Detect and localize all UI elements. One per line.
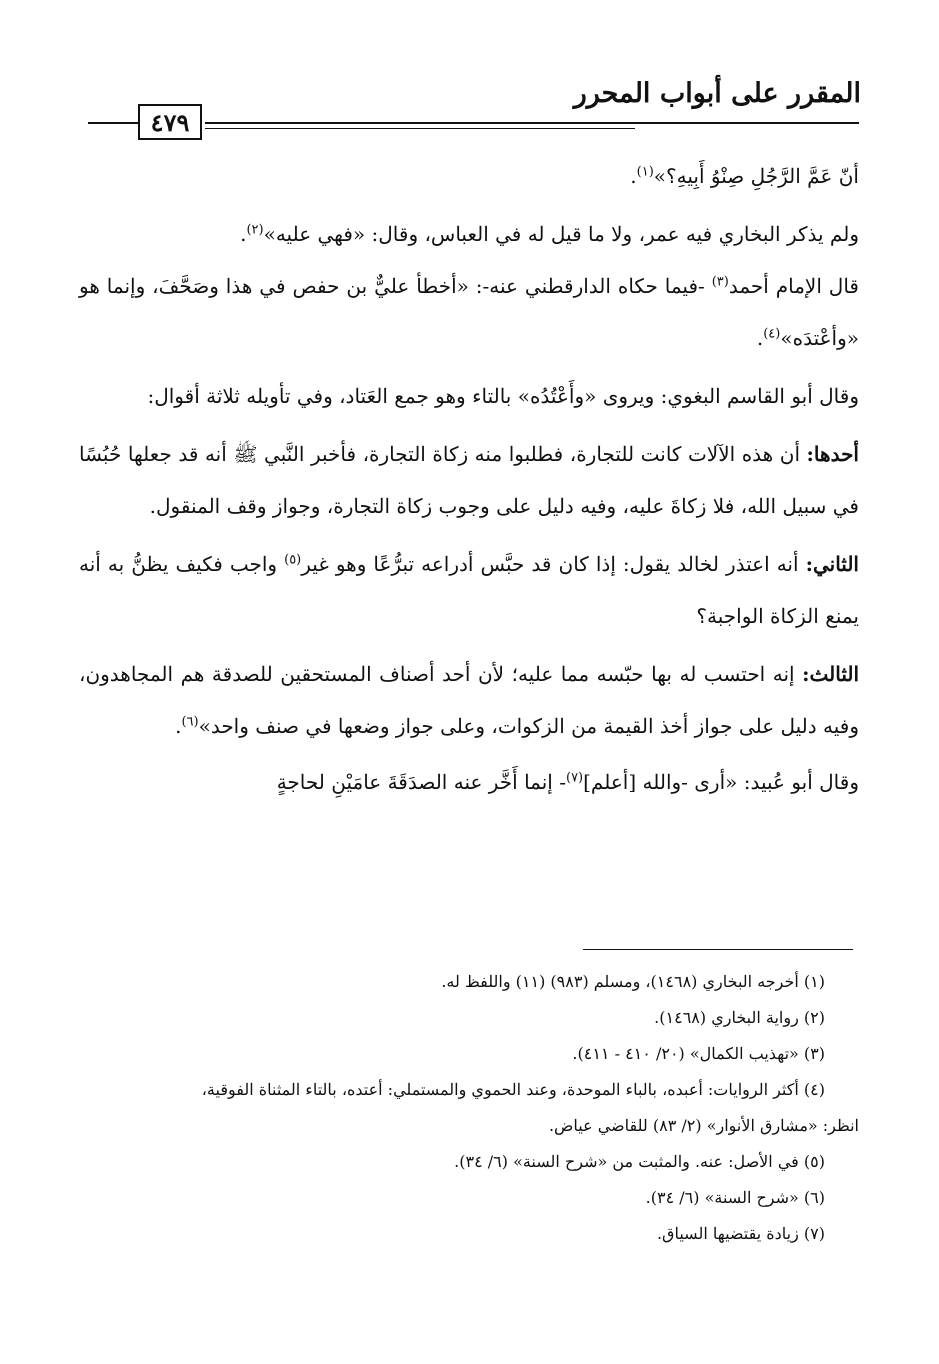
page-number: ٤٧٩ — [138, 104, 202, 140]
footnote-ref-7: (٧) — [565, 770, 584, 786]
footnote-ref-1: (١) — [636, 164, 654, 180]
paragraph-1-end: . — [630, 164, 637, 188]
paragraph-6-text-b: واجب فكيف يظنُّ به أنه يمنع الزكاة الواجبة؟ — [79, 552, 859, 628]
footnote-5: (٥) في الأصل: عنه. والمثبت من «شرح السنة» (٦/ ٣٤). — [454, 1152, 825, 1171]
paragraph-3-end: . — [756, 326, 764, 350]
paragraph-2-end: . — [240, 222, 247, 246]
paragraph-7-end: . — [175, 714, 182, 738]
footnote-7: (٧) زيادة يقتضيها السياق. — [656, 1224, 825, 1243]
footnotes-list — [79, 964, 859, 1252]
paragraph-3-text-a: قال الإمام أحمد — [728, 274, 859, 298]
footnote-1: (١) أخرجه البخاري (١٤٦٨)، ومسلم (٩٨٣) (١١) واللفظ له. — [441, 972, 825, 991]
paragraph-7-text: إنه احتسب له بها حبّسه مما عليه؛ لأن أحد أصناف المستحقين للصدقة هم المجاهدون، وفيه دليل على جواز أخذ القيمة من الزكوات، وعلى جواز وضعها في صنف واحد» — [79, 662, 859, 738]
paragraph-3 — [79, 260, 859, 364]
footnote-separator — [583, 949, 853, 950]
paragraph-8-text-b: - إنما أَخَّر عنه الصدَقَةَ عامَيْنِ لحاجةٍ — [276, 770, 566, 794]
paragraph-6-text-a: أنه اعتذر لخالد يقول: إذا كان قد حبَّس أدراعه تبرُّعًا وهو غير — [301, 552, 806, 576]
paragraph-6 — [79, 538, 859, 642]
paragraph-4 — [79, 370, 859, 422]
paragraph-1 — [79, 150, 859, 202]
footnote-2: (٢) رواية البخاري (١٤٦٨). — [654, 1008, 825, 1027]
footnote-ref-2: (٢) — [246, 222, 264, 238]
paragraph-2 — [79, 208, 859, 260]
footnote-ref-3: (٣) — [711, 274, 729, 290]
paragraph-8-text-a: وقال أبو عُبيد: «أرى -والله [أعلم] — [583, 770, 859, 794]
footnote-3: (٣) «تهذيب الكمال» (٢٠/ ٤١٠ - ٤١١). — [572, 1044, 825, 1063]
paragraph-5-lead: أحدها: — [806, 442, 859, 466]
paragraph-2-text: ولم يذكر البخاري فيه عمر، ولا ما قيل له في العباس، وقال: «فهي عليه» — [263, 222, 859, 246]
footnote-ref-5: (٥) — [284, 552, 302, 568]
footnote-ref-4: (٤) — [763, 326, 781, 342]
paragraph-3-text-b: -فيما حكاه الدارقطني عنه-: «أخطأ عليٌّ بن حفص في هذا وصَحَّفَ، وإنما هو «وأعْتدَه» — [79, 274, 859, 350]
footnote-6: (٦) «شرح السنة» (٦/ ٣٤). — [645, 1188, 825, 1207]
paragraph-5 — [79, 428, 859, 532]
header-rule-left — [88, 122, 138, 124]
header-rule-thin — [205, 128, 635, 129]
footnote-4: (٤) أكثر الروايات: أعبده، بالباء الموحدة، وعند الحموي والمستملي: أعتده، بالتاء المثناة الفوقية، — [201, 1080, 825, 1099]
main-text — [79, 150, 859, 808]
paragraph-7 — [79, 648, 859, 752]
paragraph-5-text: أن هذه الآلات كانت للتجارة، فطلبوا منه زكاة التجارة، فأخبر النَّبي ﷺ أنه قد جعلها حُبُسًا في سبيل الله، فلا زكاةَ عليه، وفيه دليل على وجوب زكاة التجارة، وجواز وقف المنقول. — [79, 442, 859, 518]
header-rule — [205, 122, 859, 124]
running-title: المقرر على أبواب المحرر — [573, 78, 861, 109]
paragraph-8 — [79, 756, 859, 808]
footnote-4-continuation: انظر: «مشارق الأنوار» (٢/ ٨٣) للقاضي عياض. — [548, 1116, 859, 1135]
paragraph-4-text: وقال أبو القاسم البغوي: ويروى «وأَعْتُدُه» بالتاء وهو جمع العَتاد، وفي تأويله ثلاثة أقوال: — [147, 384, 859, 408]
paragraph-7-lead: الثالث: — [802, 662, 860, 686]
footnote-ref-6: (٦) — [181, 714, 199, 730]
paragraph-1-text: أنّ عَمَّ الرَّجُلِ صِنْوُ أَبِيهِ؟» — [653, 164, 859, 188]
paragraph-6-lead: الثاني: — [805, 552, 859, 576]
